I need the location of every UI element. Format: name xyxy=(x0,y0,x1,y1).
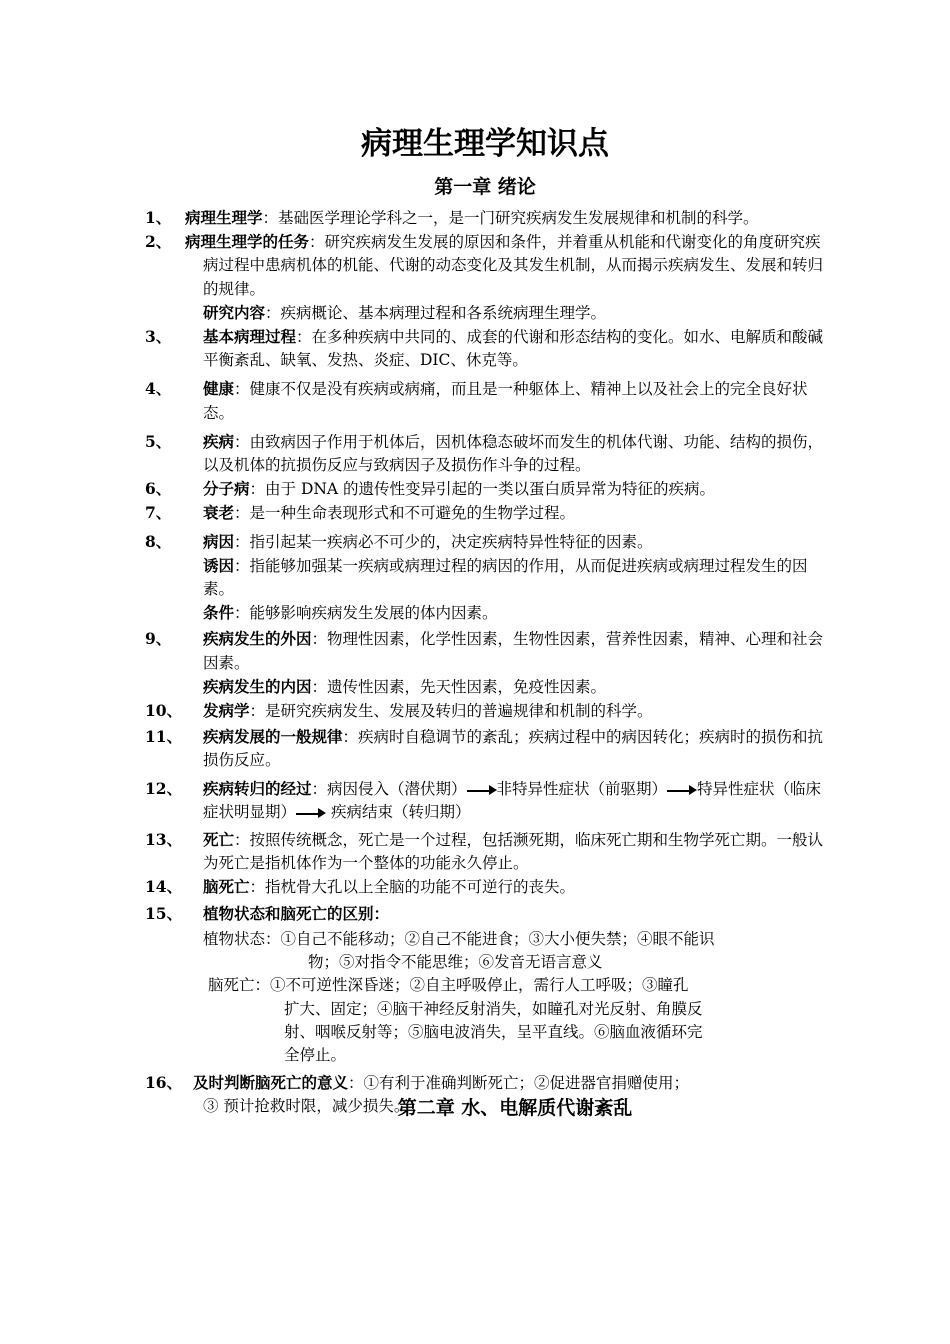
item-body xyxy=(203,699,825,723)
item-body xyxy=(203,501,825,525)
item-number: 1、 xyxy=(145,208,172,227)
item-term: 疾病发生的外因 xyxy=(203,629,312,649)
item-number: 16、 xyxy=(145,1073,183,1093)
item-text: ：指枕骨大孔以上全脑的功能不可逆行的丧失。 xyxy=(249,878,576,897)
item-body xyxy=(203,377,825,424)
brain-death-line: 射、咽喉反射等；⑤脑电波消失，呈平直线。⑥脑血液循环完 xyxy=(284,1022,703,1041)
item-body xyxy=(203,530,825,554)
item-body xyxy=(203,828,825,875)
list-item xyxy=(145,627,825,674)
item-number: 15、 xyxy=(145,903,183,923)
sub-text: ：指能够加强某一疾病或病理过程的病因的作用，从而促进疾病或病理过程发生的因素。 xyxy=(203,556,808,599)
item-text: ：疾病时自稳调节的紊乱；疾病过程中的病因转化；疾病时的损伤和抗损伤反应。 xyxy=(203,728,824,770)
sub-term: 条件 xyxy=(203,603,235,623)
item-number: 7、 xyxy=(145,503,172,523)
item-body xyxy=(203,777,825,824)
brain-death-block xyxy=(145,974,825,1067)
item-text: ：是一种生命表现形式和不可避免的生物学过程。 xyxy=(234,504,576,523)
item-body xyxy=(203,325,825,372)
item-term: 死亡 xyxy=(203,830,235,850)
item-term: 病理生理学 xyxy=(185,208,263,227)
sub-text: ：能够影响疾病发生发展的体内因素。 xyxy=(234,604,498,623)
item-number: 2、 xyxy=(145,232,172,252)
item-text: 疾病结束（转归期） xyxy=(326,802,471,821)
item-number: 14、 xyxy=(145,877,183,897)
list-item xyxy=(145,377,825,424)
item-body xyxy=(203,430,825,477)
vegetative-state-block xyxy=(145,928,825,974)
item-text: ：基础医学理论学科之一，是一门研究疾病发生发展规律和机制的科学。 xyxy=(262,209,759,227)
arrow-right-icon xyxy=(667,784,697,796)
item-term: 基本病理过程 xyxy=(203,327,297,347)
vegetative-state-line: 物；⑤对指令不能思维；⑥发音无语言意义 xyxy=(308,953,603,972)
item-term: 脑死亡 xyxy=(203,877,250,897)
content xyxy=(145,206,825,1119)
list-item xyxy=(145,325,825,372)
item-body xyxy=(203,627,825,674)
item-text: ：指引起某一疾病必不可少的，决定疾病特异性特征的因素。 xyxy=(234,532,653,551)
item-number: 12、 xyxy=(145,778,183,798)
item-term: 病因 xyxy=(203,531,235,551)
item-body xyxy=(203,477,825,501)
item-text: ：①有利于准确判断死亡；②促进器官捐赠使用； xyxy=(348,1074,690,1093)
item-continuation: ③ 预计抢救时限，减少损失。 xyxy=(203,1097,410,1116)
list-item xyxy=(145,430,825,477)
sub-term: 诱因 xyxy=(203,555,235,575)
arrow-right-icon xyxy=(296,807,326,819)
item-term: 疾病转归的经过 xyxy=(203,778,312,798)
item-text: ：物理性因素，化学性因素，生物性因素，营养性因素，精神、心理和社会因素。 xyxy=(203,630,824,672)
item-term: 分子病 xyxy=(203,479,250,499)
item-text: ：在多种疾病中共同的、成套的代谢和形态结构的变化。如水、电解质和酸碱平衡紊乱、缺氧、发热、炎症、DIC、休克等。 xyxy=(203,328,824,370)
list-item xyxy=(145,206,825,230)
item-term: 疾病 xyxy=(203,431,235,451)
item-number: 11、 xyxy=(145,727,183,747)
item-number: 5、 xyxy=(145,431,172,451)
vegetative-state-line: 植物状态：①自己不能移动；②自己不能进食；③大小便失禁；④眼不能识 xyxy=(203,929,715,948)
sub-term: 研究内容 xyxy=(203,302,266,322)
item-body xyxy=(203,725,825,772)
item-term: 健康 xyxy=(203,379,235,399)
brain-death-line: 脑死亡：①不可逆性深昏迷；②自主呼吸停止，需行人工呼吸；③瞳孔 xyxy=(208,976,689,995)
page-title: 病理生理学知识点 xyxy=(361,126,609,162)
item-text: 特异性症状（临床症状明显期） xyxy=(203,779,822,821)
item-text: ：健康不仅是没有疾病或病痛，而且是一种躯体上、精神上以及社会上的完全良好状态。 xyxy=(203,380,808,422)
item-text: ：由致病因子作用于机体后，因机体稳态破坏而发生的机体代谢、功能、结构的损伤，以及机体的抗损伤反应与致病因子及损伤作斗争的过程。 xyxy=(203,432,824,475)
list-item xyxy=(145,230,825,301)
item-number: 10、 xyxy=(145,701,183,721)
chapter-heading-2: 第二章 水、电解质代谢紊乱 xyxy=(397,1097,633,1119)
item-term: 及时判断脑死亡的意义 xyxy=(193,1073,349,1093)
sub-item xyxy=(145,554,825,601)
list-item xyxy=(145,777,825,824)
item-body xyxy=(203,875,825,899)
item-body xyxy=(203,902,825,926)
item-term: 疾病发展的一般规律 xyxy=(203,727,343,747)
brain-death-line: 扩大、固定；④脑干神经反射消失，如瞳孔对光反射、角膜反 xyxy=(284,999,703,1018)
item-body xyxy=(185,206,825,230)
item-body xyxy=(185,230,825,301)
sub-text: ：遗传性因素，先天性因素，免疫性因素。 xyxy=(311,677,607,696)
item-number: 4、 xyxy=(145,379,172,399)
item-number: 9、 xyxy=(145,629,172,649)
list-item xyxy=(145,828,825,875)
arrow-right-icon xyxy=(467,784,497,796)
list-item xyxy=(145,530,825,554)
item-term: 病理生理学的任务 xyxy=(185,232,310,252)
item-text: ：研究疾病发生发展的原因和条件，并着重从机能和代谢变化的角度研究疾病过程中患病机体的机能、代谢的动态变化及其发生机制，从而揭示疾病发生、发展和转归的规律。 xyxy=(203,233,824,298)
list-item xyxy=(145,699,825,723)
item-term: 发病学 xyxy=(203,701,250,721)
item-number: 8、 xyxy=(145,531,172,551)
item-text: ：按照传统概念，死亡是一个过程，包括濒死期，临床死亡期和生物学死亡期。一般认为死亡是指机体作为一个整体的功能永久停止。 xyxy=(203,831,824,873)
sub-item xyxy=(145,301,825,325)
list-item xyxy=(145,875,825,899)
item-number: 6、 xyxy=(145,479,172,499)
item-text: 非特异性症状（前驱期） xyxy=(496,779,668,798)
list-item xyxy=(145,477,825,501)
sub-text: ：疾病概论、基本病理过程和各系统病理生理学。 xyxy=(265,303,607,322)
item-body xyxy=(193,1071,825,1095)
brain-death-line: 全停止。 xyxy=(284,1045,347,1064)
list-item xyxy=(145,1071,825,1095)
item-number: 13、 xyxy=(145,830,183,850)
item-term: 衰老 xyxy=(203,503,235,523)
item-text: ：由于 DNA 的遗传性变异引起的一类以蛋白质异常为特征的疾病。 xyxy=(249,480,716,499)
item-number: 3、 xyxy=(145,327,172,347)
list-item xyxy=(145,725,825,772)
sub-item xyxy=(145,601,825,625)
sub-term: 疾病发生的内因 xyxy=(203,676,312,696)
list-item xyxy=(145,501,825,525)
sub-item xyxy=(145,675,825,699)
chapter-heading-1: 第一章 绪论 xyxy=(434,176,536,198)
item-text: ：病因侵入（潜伏期） xyxy=(311,779,467,798)
item-text: ：是研究疾病发生、发展及转归的普遍规律和机制的科学。 xyxy=(249,702,653,721)
list-item xyxy=(145,902,825,926)
item-term: 植物状态和脑死亡的区别： xyxy=(203,903,390,923)
